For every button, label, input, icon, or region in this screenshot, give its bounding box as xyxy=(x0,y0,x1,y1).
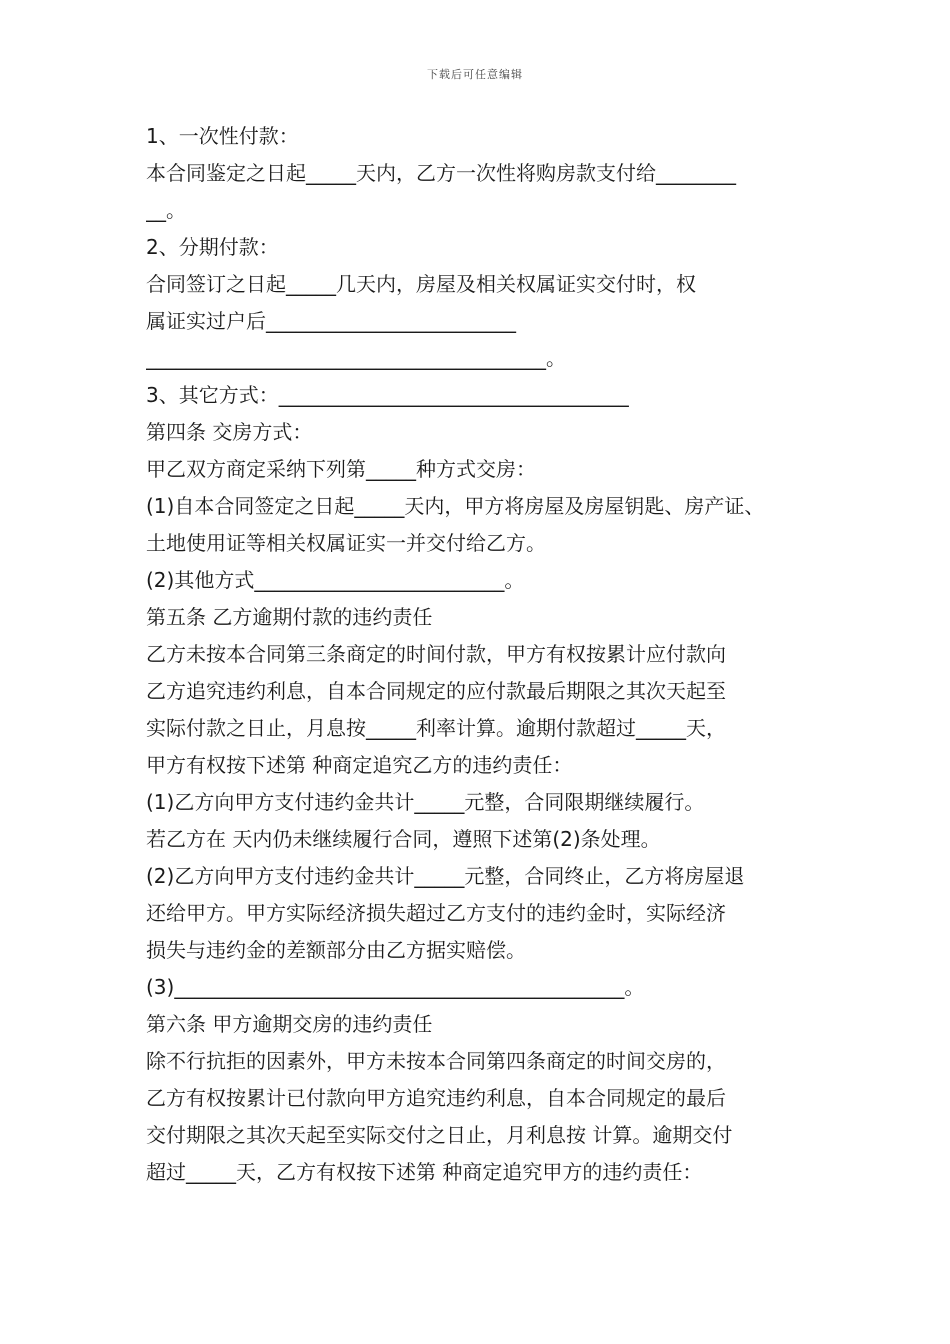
text-line: 属证实过户后_________________________ xyxy=(146,309,516,333)
text-line: 3、其它方式：___________________________________ xyxy=(146,383,629,407)
text-line: 1、一次性付款： xyxy=(146,124,299,148)
text-line: 甲乙双方商定采纳下列第_____种方式交房： xyxy=(146,457,536,481)
text-line: 2、分期付款： xyxy=(146,235,279,259)
text-line: 损失与违约金的差额部分由乙方据实赔偿。 xyxy=(146,938,526,962)
text-line: (1)自本合同签定之日起_____天内，甲方将房屋及房屋钥匙、房产证、 xyxy=(146,494,765,518)
text-line: (2)其他方式_________________________。 xyxy=(146,568,525,592)
text-line: 乙方追究违约利息，自本合同规定的应付款最后期限之其次天起至 xyxy=(146,679,726,703)
text-line: 交付期限之其次天起至实际交付之日止，月利息按 计算。逾期交付 xyxy=(146,1123,733,1147)
text-line: 土地使用证等相关权属证实一并交付给乙方。 xyxy=(146,531,546,555)
section-heading: 第六条 甲方逾期交房的违约责任 xyxy=(146,1012,433,1036)
page-header-note: 下载后可任意编辑 xyxy=(427,68,523,81)
text-line: ________________________________________。 xyxy=(146,346,566,370)
text-line: 超过_____天，乙方有权按下述第 种商定追究甲方的违约责任： xyxy=(146,1160,703,1184)
text-line: (1)乙方向甲方支付违约金共计_____元整，合同限期继续履行。 xyxy=(146,790,705,814)
text-line: (2)乙方向甲方支付违约金共计_____元整，合同终止，乙方将房屋退 xyxy=(146,864,745,888)
text-line: 乙方未按本合同第三条商定的时间付款，甲方有权按累计应付款向 xyxy=(146,642,726,666)
text-line: 除不行抗拒的因素外，甲方未按本合同第四条商定的时间交房的， xyxy=(146,1049,726,1073)
text-line: 乙方有权按累计已付款向甲方追究违约利息，自本合同规定的最后 xyxy=(146,1086,726,1110)
text-line: 合同签订之日起_____几天内，房屋及相关权属证实交付时，权 xyxy=(146,272,696,296)
text-line: 还给甲方。甲方实际经济损失超过乙方支付的违约金时，实际经济 xyxy=(146,901,726,925)
text-line: 本合同鉴定之日起_____天内，乙方一次性将购房款支付给________ xyxy=(146,161,736,185)
text-line: 若乙方在 天内仍未继续履行合同，遵照下述第(2)条处理。 xyxy=(146,827,661,851)
section-heading: 第五条 乙方逾期付款的违约责任 xyxy=(146,605,433,629)
text-line: __。 xyxy=(146,198,186,222)
document-body xyxy=(146,118,836,1191)
text-line: (3)_____________________________________________。 xyxy=(146,975,645,999)
text-line: 甲方有权按下述第 种商定追究乙方的违约责任： xyxy=(146,753,573,777)
section-heading: 第四条 交房方式： xyxy=(146,420,313,444)
text-line: 实际付款之日止，月息按_____利率计算。逾期付款超过_____天， xyxy=(146,716,726,740)
